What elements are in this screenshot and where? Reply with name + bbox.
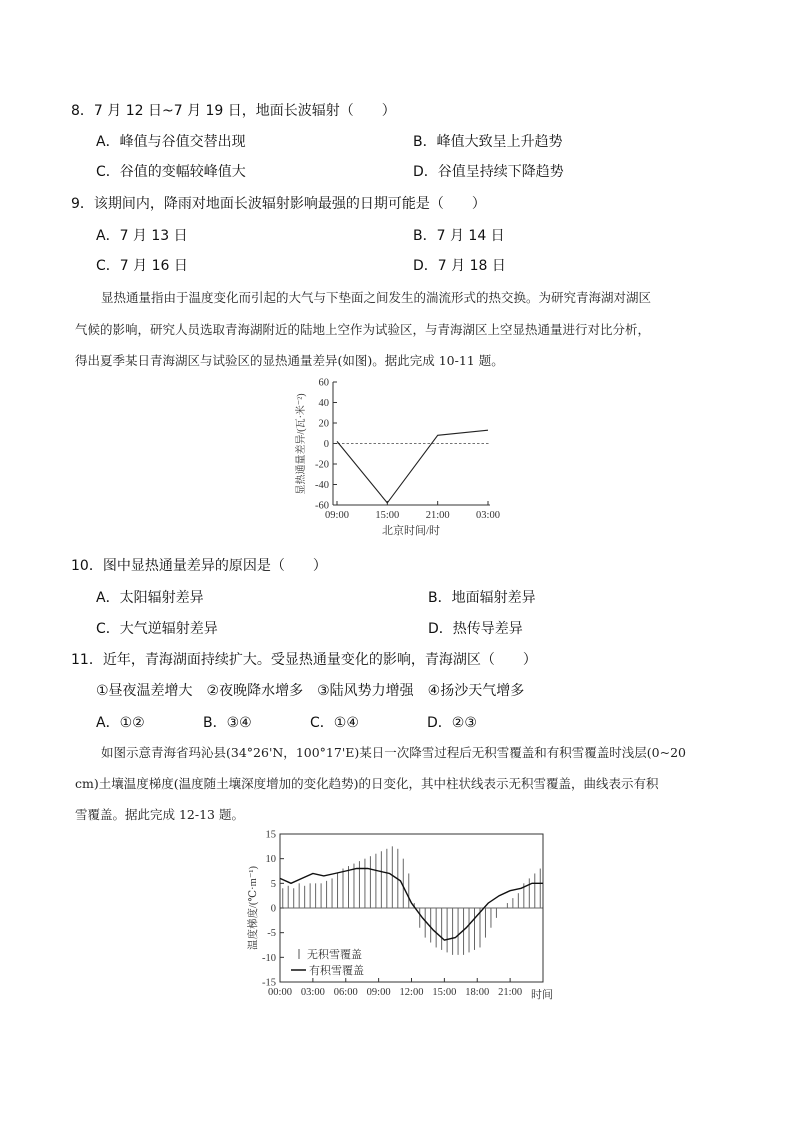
chart2-series-line <box>280 869 543 941</box>
sensible-heat-flux-chart-svg <box>293 372 508 537</box>
chart1-y-tick-label: -40 <box>315 480 329 491</box>
chart1-x-axis-label: 北京时间/时 <box>381 525 441 537</box>
chart1-x-tick-label: 15:00 <box>375 510 400 521</box>
chart2-x-tick-label: 00:00 <box>268 987 292 998</box>
chart2-x-tick-label: 03:00 <box>300 987 325 998</box>
q9-stem: 9．该期间内，降雨对地面长波辐射影响最强的日期可能是（ ） <box>71 196 486 212</box>
chart2-x-tick-label: 12:00 <box>399 987 424 998</box>
chart2-y-tick-label: 0 <box>270 903 276 915</box>
chart2-y-tick-label: 10 <box>265 854 276 866</box>
q8-option-a: A．峰值与谷值交替出现 <box>96 134 246 150</box>
q8-option-b: B．峰值大致呈上升趋势 <box>413 134 563 150</box>
chart1-y-tick-label: -20 <box>315 459 329 471</box>
passage2-line2: cm)土壤温度梯度(温度随土壤深度增加的变化趋势)的日变化，其中柱状线表示无积雪覆盖，曲线表示有积 <box>75 776 659 791</box>
passage2-line1: 如图示意青海省玛沁县(34°26'N，100°17'E)某日一次降雪过程后无积雪覆盖和有积雪覆盖时浅层(0~20 <box>101 745 686 760</box>
chart2-x-tick-label: 06:00 <box>333 987 358 998</box>
q11-items: ①昼夜温差增大 ②夜晚降水增多 ③陆风势力增强 ④扬沙天气增多 <box>96 683 525 699</box>
soil-temperature-gradient-chart-svg <box>244 826 560 1002</box>
chart2-y-tick-label: 5 <box>270 878 276 890</box>
q11-option-c: C．①④ <box>310 715 359 731</box>
q9-option-b: B．7 月 14 日 <box>413 228 505 244</box>
chart2-y-tick-label: -15 <box>262 977 276 989</box>
passage2-line3: 雪覆盖。据此完成 12-13 题。 <box>75 807 244 822</box>
q11-stem: 11．近年，青海湖面持续扩大。受显热通量变化的影响，青海湖区（ ） <box>71 652 537 668</box>
chart2-y-tick-label: 15 <box>265 829 276 841</box>
q8-option-d: D．谷值呈持续下降趋势 <box>413 164 564 180</box>
chart2-y-tick-label: -5 <box>267 928 276 940</box>
chart2-x-tick-label: 15:00 <box>432 987 457 998</box>
chart1-x-tick-label: 09:00 <box>325 510 349 521</box>
passage1-line1: 显热通量指由于温度变化而引起的大气与下垫面之间发生的湍流形式的热交换。为研究青海湖对湖区 <box>101 290 652 305</box>
q11-option-a: A．①② <box>96 715 145 731</box>
chart2-legend <box>291 947 364 977</box>
chart2-x-axis-label: 时间 <box>531 989 553 1001</box>
legend-line-label: 有积雪覆盖 <box>309 965 364 977</box>
q10-option-a: A．太阳辐射差异 <box>96 590 204 606</box>
chart2-x-tick-label: 09:00 <box>366 987 391 998</box>
q11-option-d: D．②③ <box>427 715 477 731</box>
chart1-y-tick-label: -60 <box>315 500 329 512</box>
chart1-y-tick-label: 0 <box>323 439 329 450</box>
q10-stem: 10．图中显热通量差异的原因是（ ） <box>71 558 327 574</box>
passage1-line2: 气候的影响，研究人员选取青海湖附近的陆地上空作为试验区，与青海湖区上空显热通量进行对比分析， <box>75 322 651 337</box>
passage1-line3: 得出夏季某日青海湖区与试验区的显热通量差异(如图)。据此完成 10-11 题。 <box>75 353 504 368</box>
chart2-x-tick-label: 21:00 <box>498 987 523 998</box>
chart1-x-tick-label: 03:00 <box>476 510 500 521</box>
chart2-x-tick-label: 18:00 <box>465 987 490 998</box>
q8-option-c: C．谷值的变幅较峰值大 <box>96 164 246 180</box>
chart1-y-tick-label: 20 <box>318 418 329 430</box>
q9-option-c: C．7 月 16 日 <box>96 258 188 274</box>
soil-temperature-gradient-chart <box>244 826 560 1002</box>
chart1-x-tick-label: 21:00 <box>425 510 450 521</box>
legend-bar-label: 无积雪覆盖 <box>307 949 362 961</box>
q11-option-b: B．③④ <box>203 715 252 731</box>
chart1-series-line <box>337 430 488 503</box>
q9-option-d: D．7 月 18 日 <box>413 258 506 274</box>
q8-stem: 8．7 月 12 日~7 月 19 日，地面长波辐射（ ） <box>71 103 396 119</box>
chart1-y-tick-label: 60 <box>318 377 329 389</box>
sensible-heat-flux-chart <box>293 372 508 537</box>
q10-option-d: D．热传导差异 <box>428 621 523 637</box>
q10-option-c: C．大气逆辐射差异 <box>96 621 218 637</box>
q9-option-a: A．7 月 13 日 <box>96 228 188 244</box>
chart2-y-axis-label: 温度梯度/(℃·m⁻¹) <box>248 865 259 951</box>
q10-option-b: B．地面辐射差异 <box>428 590 536 606</box>
chart1-y-axis-label: 显热通量差异/(瓦·米⁻²) <box>296 393 307 495</box>
chart2-y-tick-label: -10 <box>262 952 276 964</box>
chart1-y-tick-label: 40 <box>318 398 329 409</box>
